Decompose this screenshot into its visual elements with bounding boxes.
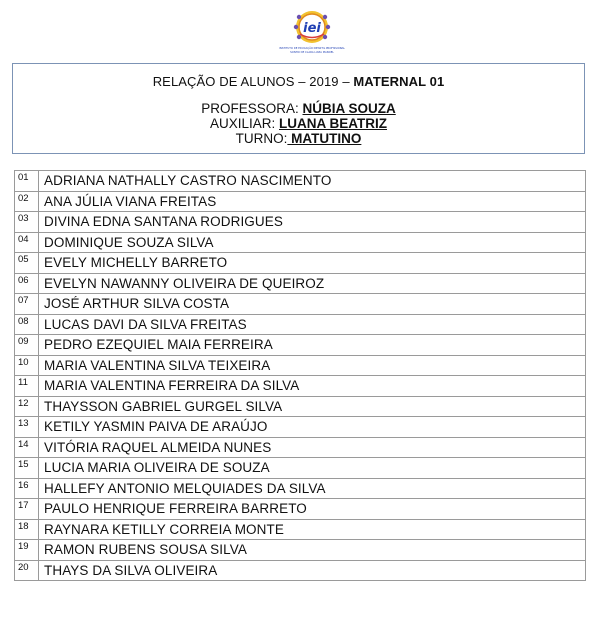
student-name: VITÓRIA RAQUEL ALMEIDA NUNES: [39, 437, 586, 458]
table-row: [15, 212, 586, 233]
table-row: [15, 171, 586, 192]
student-number: 01: [15, 171, 39, 192]
student-name: ADRIANA NATHALLY CASTRO NASCIMENTO: [39, 171, 586, 192]
table-row: [15, 335, 586, 356]
class-info-box: [12, 63, 585, 154]
assistant-line: [13, 116, 584, 131]
logo-caption-line-2: SONHO DE CLARA LUIZA MANOEL: [290, 51, 334, 54]
student-number: 04: [15, 232, 39, 253]
table-row: [15, 355, 586, 376]
assistant-label: AUXILIAR:: [209, 116, 280, 131]
class-name: MATERNAL 01: [353, 74, 445, 89]
student-number: 20: [15, 560, 39, 581]
student-name: EVELYN NAWANNY OLIVEIRA DE QUEIROZ: [39, 273, 586, 294]
student-number: 19: [15, 540, 39, 561]
student-number: 16: [15, 478, 39, 499]
school-logo: [279, 8, 345, 58]
student-number: 05: [15, 253, 39, 274]
student-number: 03: [15, 212, 39, 233]
table-row: [15, 458, 586, 479]
table-row: [15, 417, 586, 438]
student-number: 11: [15, 376, 39, 397]
table-row: [15, 478, 586, 499]
table-row: [15, 376, 586, 397]
table-row: [15, 519, 586, 540]
student-name: JOSÉ ARTHUR SILVA COSTA: [39, 294, 586, 315]
student-number: 15: [15, 458, 39, 479]
student-number: 02: [15, 191, 39, 212]
student-number: 13: [15, 417, 39, 438]
table-row: [15, 232, 586, 253]
shift-value: MATUTINO: [287, 131, 362, 146]
teacher-name: NÚBIA SOUZA: [302, 101, 396, 116]
student-name: DIVINA EDNA SANTANA RODRIGUES: [39, 212, 586, 233]
student-name: ANA JÚLIA VIANA FREITAS: [39, 191, 586, 212]
student-name: PAULO HENRIQUE FERREIRA BARRETO: [39, 499, 586, 520]
student-number: 10: [15, 355, 39, 376]
table-row: [15, 314, 586, 335]
shift-label: TURNO:: [235, 131, 288, 146]
student-number: 17: [15, 499, 39, 520]
table-row: [15, 560, 586, 581]
student-number: 06: [15, 273, 39, 294]
student-name: DOMINIQUE SOUZA SILVA: [39, 232, 586, 253]
student-number: 08: [15, 314, 39, 335]
student-name: HALLEFY ANTONIO MELQUIADES DA SILVA: [39, 478, 586, 499]
student-name: KETILY YASMIN PAIVA DE ARAÚJO: [39, 417, 586, 438]
student-number: 14: [15, 437, 39, 458]
student-number: 12: [15, 396, 39, 417]
student-number: 18: [15, 519, 39, 540]
assistant-name: LUANA BEATRIZ: [279, 116, 388, 131]
student-name: PEDRO EZEQUIEL MAIA FERREIRA: [39, 335, 586, 356]
student-name: LUCIA MARIA OLIVEIRA DE SOUZA: [39, 458, 586, 479]
title-prefix: RELAÇÃO DE ALUNOS – 2019 –: [152, 74, 354, 89]
student-name: THAYS DA SILVA OLIVEIRA: [39, 560, 586, 581]
table-row: [15, 191, 586, 212]
student-roster-table: [14, 170, 586, 581]
student-name: EVELY MICHELLY BARRETO: [39, 253, 586, 274]
table-row: [15, 540, 586, 561]
page-title: [13, 74, 584, 89]
student-name: RAYNARA KETILLY CORREIA MONTE: [39, 519, 586, 540]
table-row: [15, 437, 586, 458]
table-row: [15, 499, 586, 520]
table-row: [15, 396, 586, 417]
student-number: 09: [15, 335, 39, 356]
student-name: RAMON RUBENS SOUSA SILVA: [39, 540, 586, 561]
table-row: [15, 273, 586, 294]
student-name: LUCAS DAVI DA SILVA FREITAS: [39, 314, 586, 335]
student-number: 07: [15, 294, 39, 315]
student-name: THAYSSON GABRIEL GURGEL SILVA: [39, 396, 586, 417]
table-row: [15, 294, 586, 315]
table-row: [15, 253, 586, 274]
student-name: MARIA VALENTINA FERREIRA DA SILVA: [39, 376, 586, 397]
logo-caption-line-1: INSTITUTO DE EDUCAÇÃO INFANTIL PROFISSIONAL: [279, 47, 345, 50]
logo-emblem-text: iei: [303, 21, 321, 36]
student-name: MARIA VALENTINA SILVA TEIXEIRA: [39, 355, 586, 376]
shift-line: [13, 131, 584, 146]
teacher-line: [13, 101, 584, 116]
teacher-label: PROFESSORA:: [201, 101, 303, 116]
school-emblem-icon: [279, 8, 345, 58]
